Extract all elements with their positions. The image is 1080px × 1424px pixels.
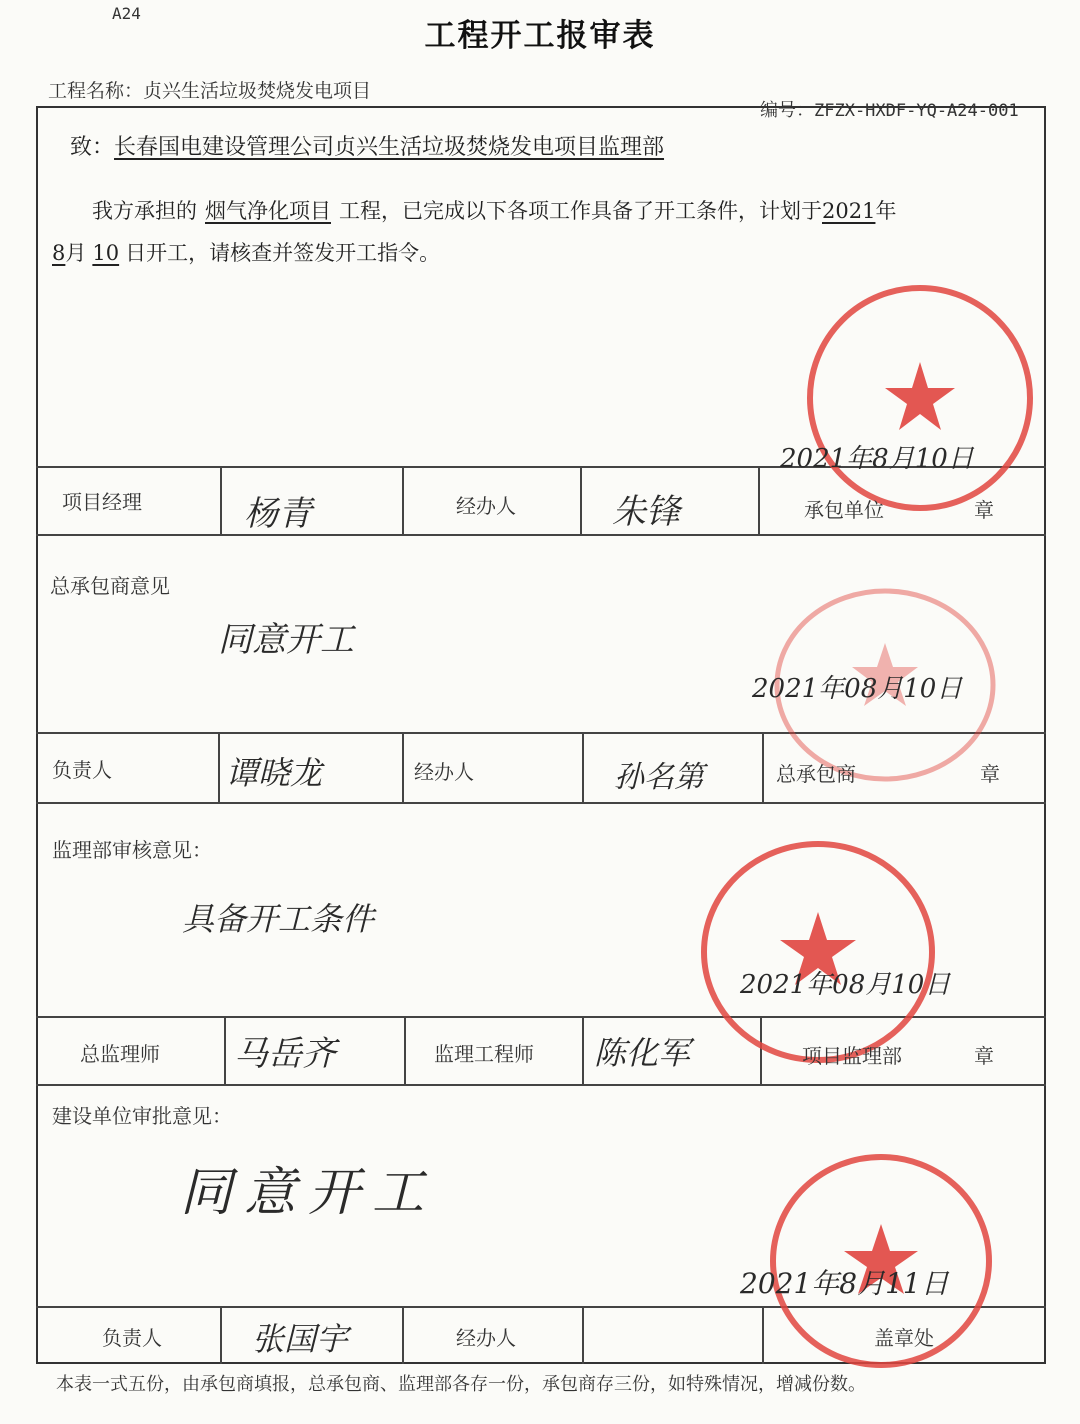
addressee-name: 长春国电建设管理公司贞兴生活垃圾焚烧发电项目监理部 bbox=[114, 135, 665, 160]
divider bbox=[758, 466, 760, 534]
gc-handler-label: 经办人 bbox=[414, 760, 474, 784]
engineering-name: 烟气净化项目 bbox=[205, 199, 331, 223]
divider bbox=[218, 732, 220, 802]
divider bbox=[580, 466, 582, 534]
pm-signature: 杨青 bbox=[244, 494, 312, 534]
addressee-prefix: 致： bbox=[70, 135, 115, 160]
contractor-seal bbox=[800, 278, 1040, 518]
body-text: 月 bbox=[65, 241, 87, 265]
body-text: 日开工，请核查并签发开工指令。 bbox=[125, 241, 441, 265]
owner-resp-signature: 张国宇 bbox=[252, 1320, 349, 1358]
supervising-engineer-label: 监理工程师 bbox=[434, 1042, 534, 1066]
application-body bbox=[52, 190, 1032, 274]
divider bbox=[582, 1306, 584, 1364]
owner-resp-label: 负责人 bbox=[102, 1326, 162, 1350]
gc-resp-signature: 谭晓龙 bbox=[226, 754, 323, 792]
supervision-seal bbox=[696, 836, 940, 1068]
project-name-row bbox=[48, 76, 371, 103]
start-day: 10 bbox=[92, 241, 120, 265]
start-year: 2021 bbox=[822, 199, 876, 223]
form-code: A24 bbox=[112, 4, 141, 23]
divider bbox=[582, 732, 584, 802]
owner-opinion: 同意开工 bbox=[180, 1163, 437, 1223]
divider bbox=[402, 732, 404, 802]
supervising-engineer-signature: 陈化军 bbox=[594, 1034, 691, 1072]
seal-label: 章 bbox=[980, 762, 1000, 786]
divider bbox=[402, 1306, 404, 1364]
seal-label: 章 bbox=[974, 1044, 994, 1068]
divider bbox=[220, 1306, 222, 1364]
divider bbox=[582, 1016, 584, 1084]
owner-handler-label: 经办人 bbox=[456, 1326, 516, 1350]
divider bbox=[36, 534, 1046, 536]
gc-date: 2021年08月10日 bbox=[752, 674, 963, 704]
page-title: 工程开工报审表 bbox=[424, 18, 656, 54]
gc-resp-label: 负责人 bbox=[52, 758, 112, 782]
owner-date: 2021年8月11日 bbox=[740, 1267, 949, 1300]
divider bbox=[402, 466, 404, 534]
owner-seal-label: 盖章处 bbox=[874, 1326, 934, 1350]
handler-label: 经办人 bbox=[456, 494, 516, 518]
chief-supervisor-signature: 马岳齐 bbox=[234, 1034, 336, 1074]
addressee bbox=[70, 130, 664, 161]
serial-value: ZFZX-HXDF-YQ-A24-001 bbox=[814, 101, 1019, 121]
handler-signature: 朱锋 bbox=[612, 492, 680, 532]
body-text: 我方承担的 bbox=[92, 199, 197, 223]
body-text: 年 bbox=[875, 199, 897, 223]
divider bbox=[36, 802, 1046, 804]
project-name: 贞兴生活垃圾焚烧发电项目 bbox=[143, 80, 372, 102]
supervision-unit-label: 项目监理部 bbox=[802, 1044, 902, 1068]
seal-label: 章 bbox=[974, 498, 994, 522]
supervision-opinion: 具备开工条件 bbox=[182, 900, 375, 938]
divider bbox=[220, 466, 222, 534]
chief-supervisor-label: 总监理师 bbox=[80, 1042, 160, 1066]
divider bbox=[762, 732, 764, 802]
footer-note: 本表一式五份，由承包商填报，总承包商、监理部各存一份，承包商存三份，如特殊情况，增减份数。 bbox=[56, 1374, 866, 1395]
owner-opinion-label: 建设单位审批意见： bbox=[52, 1104, 232, 1128]
supervision-date: 2021年08月10日 bbox=[740, 970, 951, 1000]
supervision-opinion-label: 监理部审核意见： bbox=[52, 838, 212, 862]
start-month: 8 bbox=[52, 241, 66, 265]
pm-label: 项目经理 bbox=[62, 490, 142, 514]
project-label: 工程名称： bbox=[48, 80, 144, 102]
gc-opinion-label: 总承包商意见 bbox=[50, 574, 170, 598]
serial-label: 编号： bbox=[760, 100, 814, 121]
divider bbox=[36, 1084, 1046, 1086]
divider bbox=[224, 1016, 226, 1084]
gc-handler-signature: 孙名第 bbox=[614, 760, 704, 795]
gc-unit-label: 总承包商 bbox=[776, 762, 856, 786]
divider bbox=[404, 1016, 406, 1084]
contractor-unit-label: 承包单位 bbox=[804, 498, 884, 522]
divider bbox=[762, 1306, 764, 1364]
gc-opinion: 同意开工 bbox=[218, 620, 354, 660]
contractor-date: 2021年8月10日 bbox=[780, 444, 974, 474]
body-text: 工程，已完成以下各项工作具备了开工条件，计划于 bbox=[339, 199, 822, 223]
